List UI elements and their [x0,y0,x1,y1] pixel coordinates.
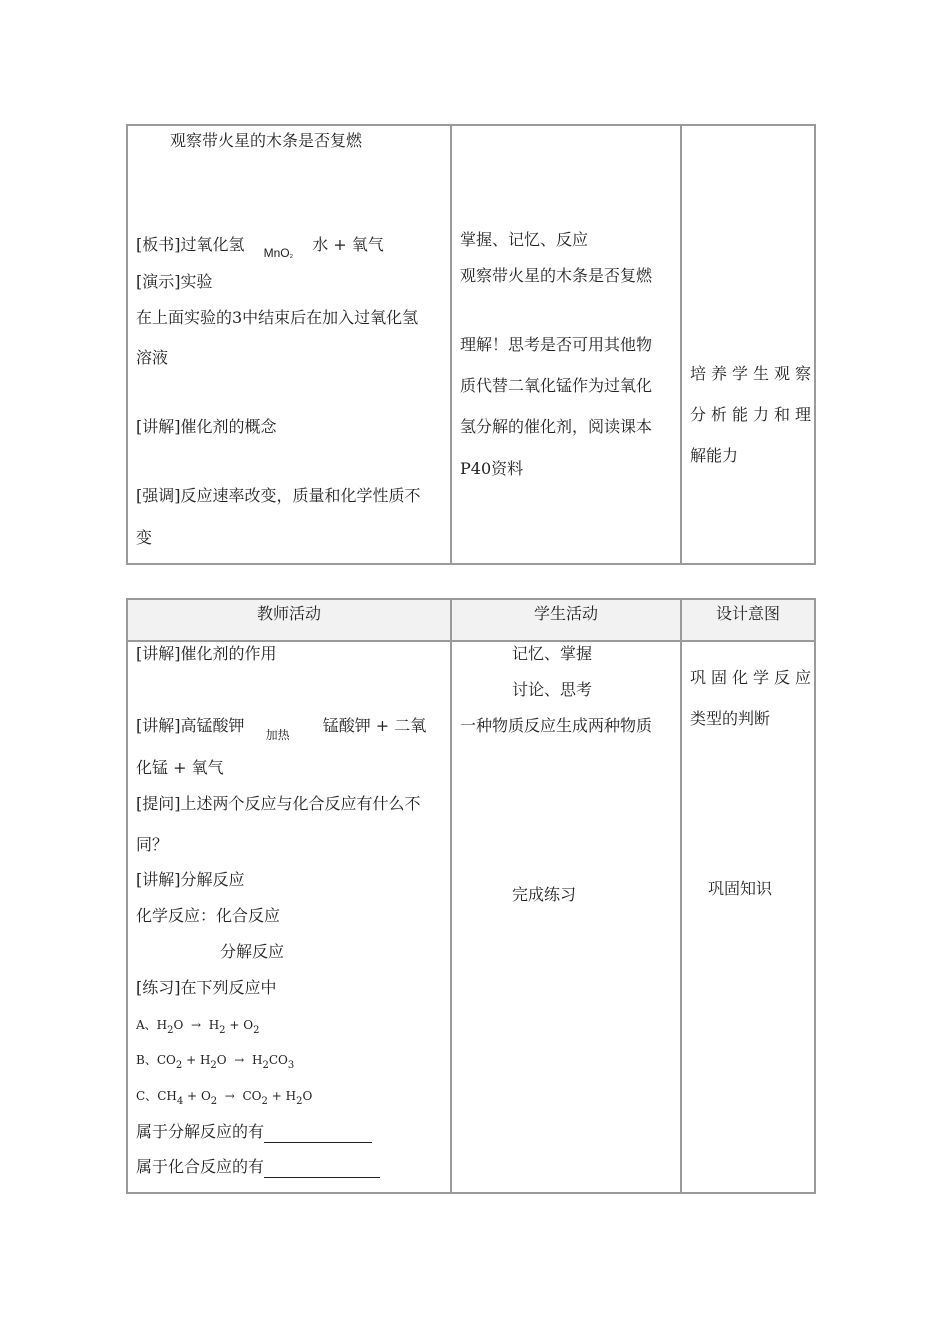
subscript: 3 [287,1060,295,1071]
arrow: → [224,1089,235,1103]
plus: + [186,1053,197,1067]
student-line: 完成练习 [512,885,577,904]
teacher-line: [练习]在下列反应中 [136,978,277,997]
subscript: 2 [175,1060,183,1071]
catalyst-subscript: ₂ [289,249,294,259]
formula-o: O [200,1089,211,1103]
answer-line-combination [136,1156,380,1178]
subscript: 2 [262,1060,269,1071]
student-activity-cell [452,600,680,1192]
arrow: → [191,1018,202,1032]
reaction-b [136,1049,294,1073]
header-teacher-activity: 教师活动 [256,604,321,623]
subscript: 4 [176,1096,184,1107]
design-line: 解能力 [690,446,739,465]
student-line: P40资料 [460,459,524,478]
design-line: 分析能力和理 [690,405,817,424]
arrow: → [234,1053,245,1067]
formula-h: H [156,1018,168,1032]
answer-label: 属于分解反应的有 [136,1122,265,1141]
teacher-line: [讲解]分解反应 [136,870,245,889]
option-prefix: B、 [136,1053,157,1067]
header-design-intent: 设计意图 [715,604,780,623]
student-line: 氢分解的催化剂，阅读课本 [460,417,653,436]
formula-co: CO [268,1053,288,1067]
design-intent-cell [682,126,817,563]
plus: + [271,1089,282,1103]
lesson-table-1 [126,124,816,565]
formula-o: O [216,1053,227,1067]
formula-h: H [199,1053,211,1067]
formula-h: H [208,1018,220,1032]
teacher-equation-line [136,715,427,742]
teacher-line: [讲解]催化剂的概念 [136,417,277,436]
teacher-line: [强调]反应速率改变，质量和化学性质不 [136,486,421,505]
teacher-line: 分解反应 [220,942,285,961]
formula-h: H [251,1053,263,1067]
teacher-line: 同？ [136,835,169,854]
catalyst-formula: MnO [263,246,290,260]
design-line: 培养学生观察 [690,364,817,383]
teacher-line: [演示]实验 [136,272,213,291]
option-prefix: A、 [136,1018,157,1032]
option-prefix: C、 [136,1089,158,1103]
student-line: 理解！思考是否可用其他物 [460,335,653,354]
teacher-line: 溶液 [136,348,169,367]
answer-label: 属于化合反应的有 [136,1157,265,1176]
plus: + [187,1089,198,1103]
formula-co: CO [242,1089,262,1103]
teacher-activity-cell [128,600,450,1192]
student-line: 讨论、思考 [512,680,593,699]
design-line: 巩固化学反应 [690,668,817,687]
student-activity-cell [452,126,680,563]
answer-line-decomposition [136,1121,372,1143]
teacher-line: 化锰 + 氧气 [136,758,224,777]
reactant-text: [讲解]高锰酸钾 [136,716,245,735]
header-student-activity: 学生活动 [533,604,598,623]
student-line: 记忆、掌握 [512,644,593,663]
subscript: 2 [210,1096,218,1107]
catalyst-label [264,242,294,265]
teacher-line: 在上面实验的3中结束后在加入过氧化氢 [136,308,419,327]
design-intent-cell [682,600,817,1192]
answer-blank[interactable] [264,1161,380,1178]
reactant-text: [板书]过氧化氢 [136,235,245,254]
design-line: 巩固知识 [708,879,773,898]
lesson-table-2 [126,598,816,1194]
formula-o: O [173,1018,184,1032]
teacher-line: 观察带火星的木条是否复燃 [170,131,363,150]
student-line: 一种物质反应生成两种物质 [460,716,653,735]
teacher-line: 化学反应：化合反应 [136,906,281,925]
teacher-line: [提问]上述两个反应与化合反应有什么不 [136,794,421,813]
product-text: 水 + 氧气 [312,235,384,254]
student-line: 观察带火星的木条是否复燃 [460,266,653,285]
formula-ch: CH [157,1089,177,1103]
student-line: 质代替二氧化锰作为过氧化 [460,376,653,395]
design-line: 类型的判断 [690,709,771,728]
product-text: 锰酸钾 + 二氧 [322,716,427,735]
teacher-line: [讲解]催化剂的作用 [136,644,277,663]
reaction-a [136,1014,259,1038]
subscript: 2 [219,1025,226,1036]
subscript: 2 [261,1096,268,1107]
teacher-equation-line [136,234,384,258]
subscript: 2 [296,1096,303,1107]
formula-o: O [302,1089,313,1103]
plus: + [229,1018,240,1032]
subscript: 2 [210,1060,217,1071]
teacher-activity-cell [128,126,450,563]
teacher-line: 变 [136,528,153,547]
reaction-c [136,1085,312,1109]
answer-blank[interactable] [264,1126,372,1143]
formula-h: H [285,1089,297,1103]
formula-co: CO [156,1053,176,1067]
subscript: 2 [167,1025,174,1036]
subscript: 2 [253,1025,260,1036]
condition-label: 加热 [265,728,290,742]
student-line: 掌握、记忆、反应 [460,230,589,249]
formula-o: O [243,1018,254,1032]
